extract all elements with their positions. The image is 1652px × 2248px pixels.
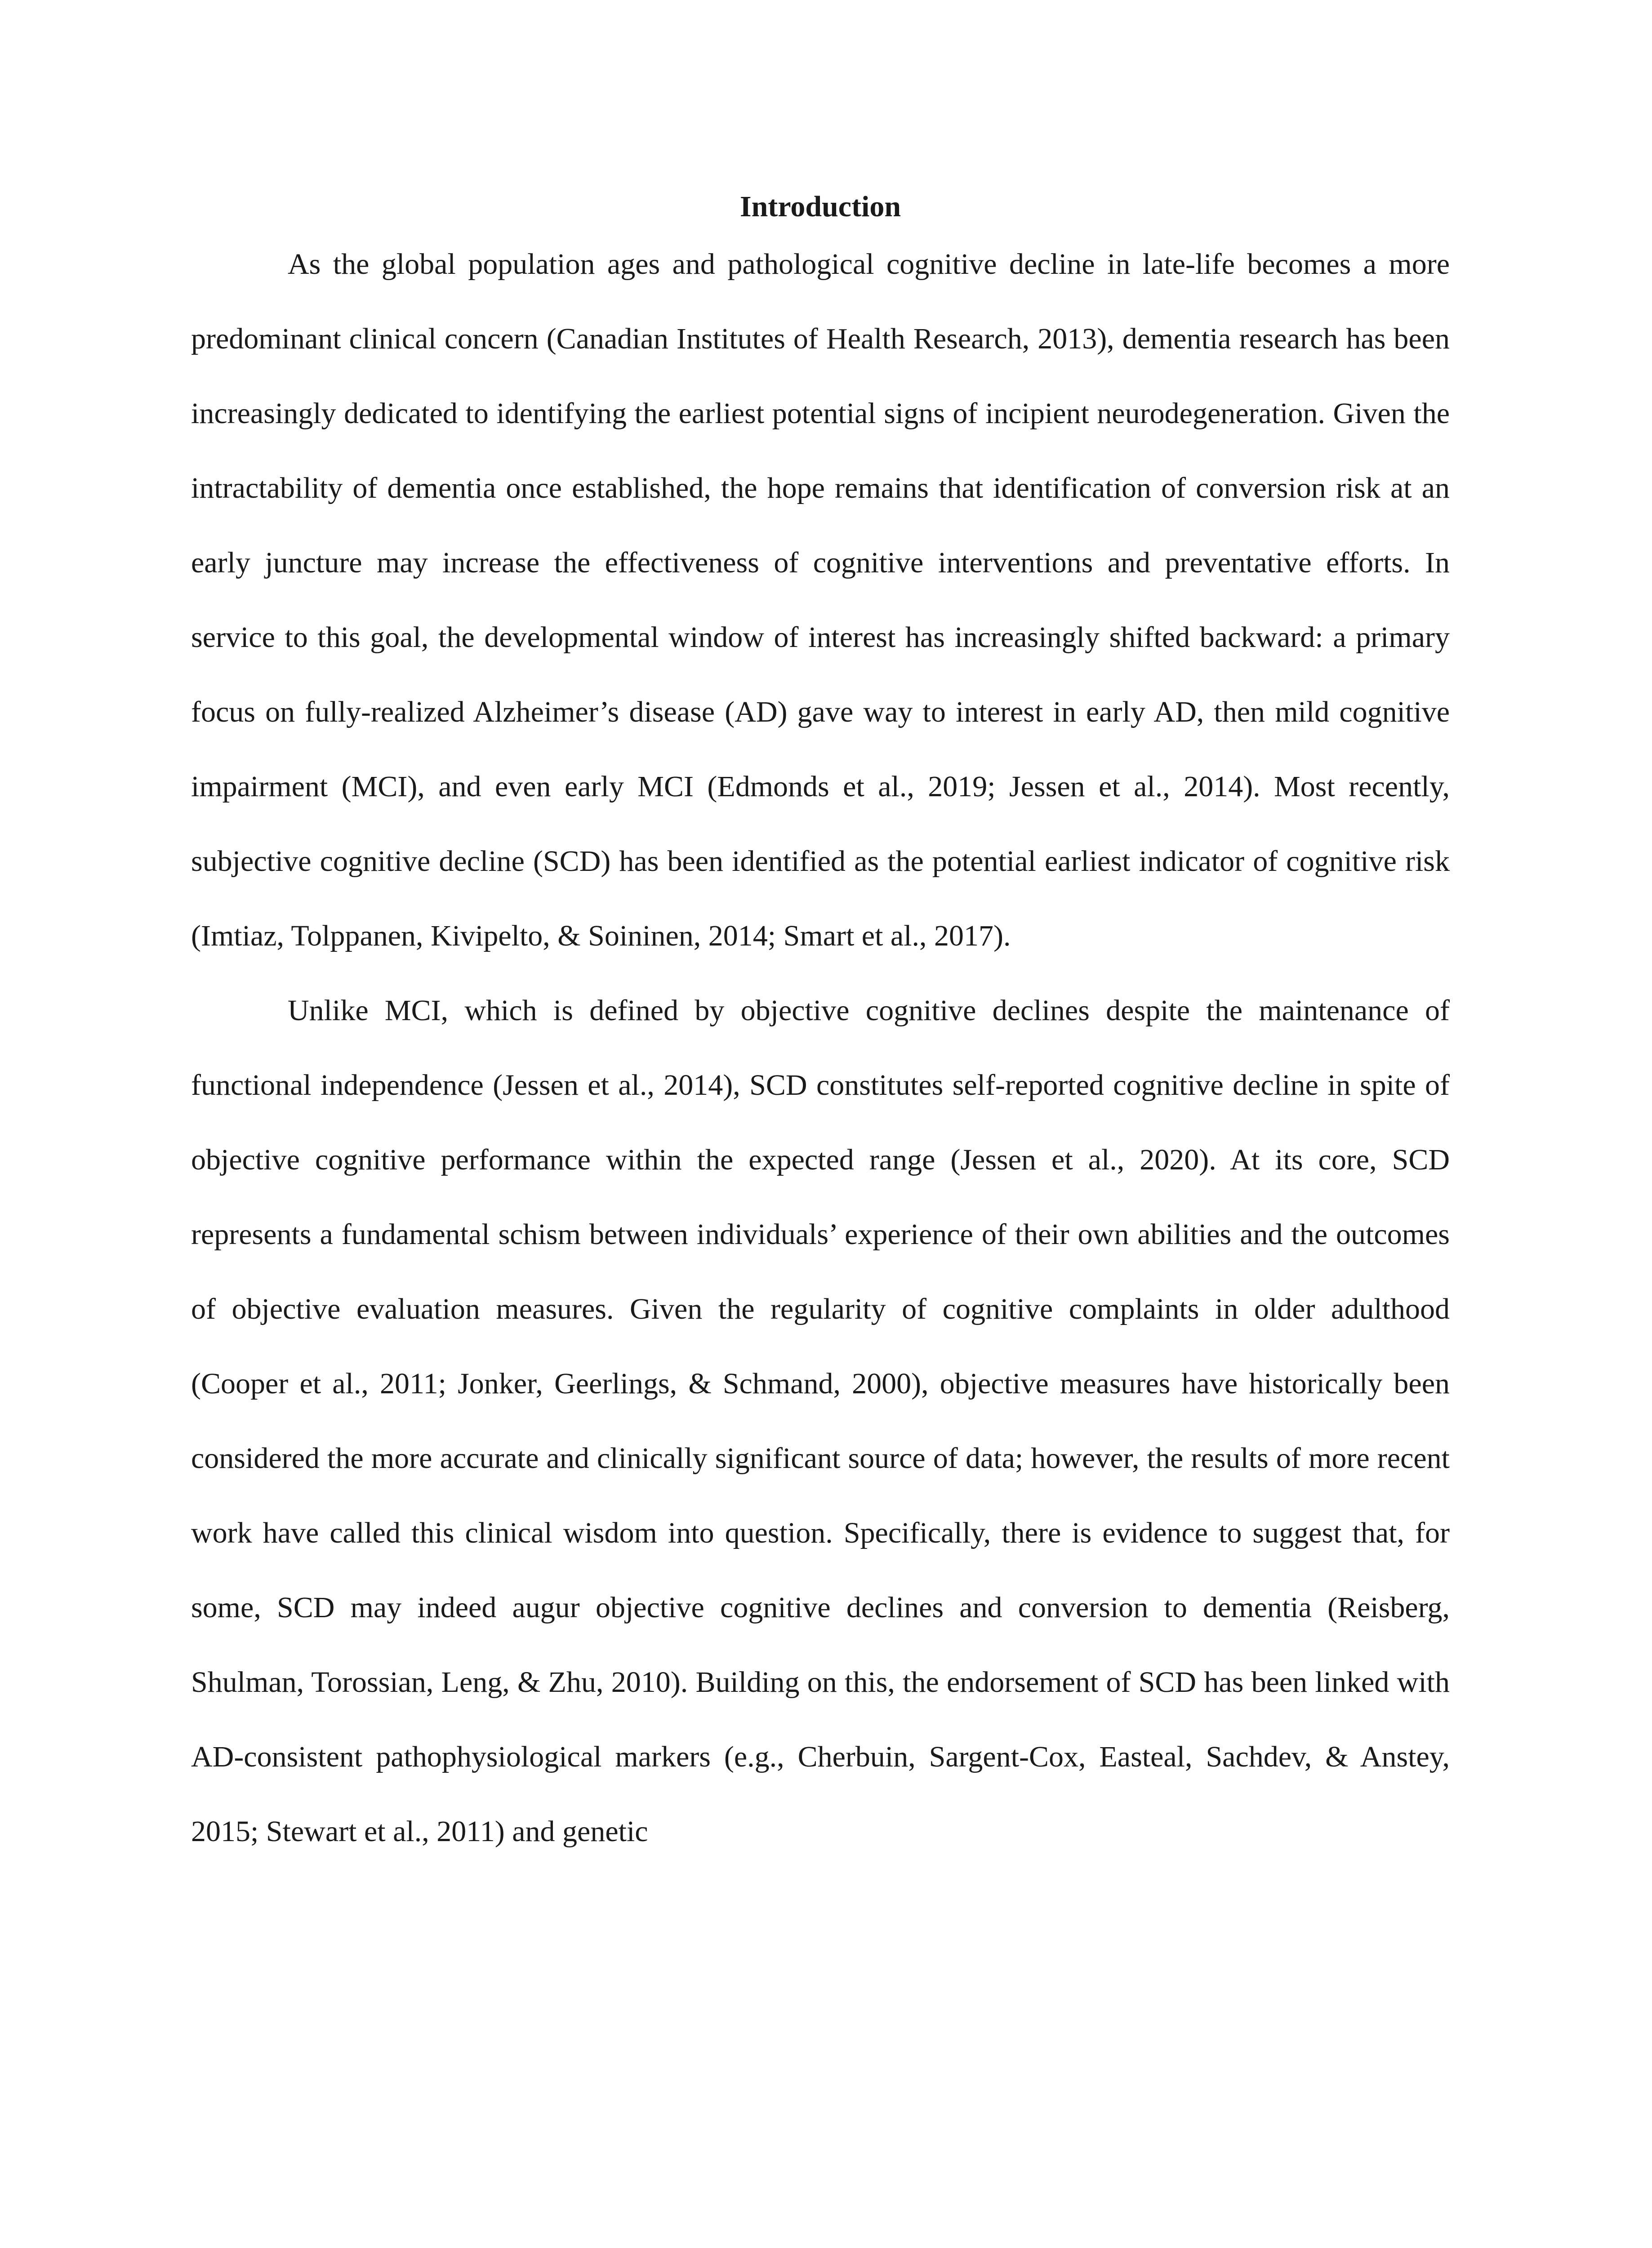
body-paragraph: Unlike MCI, which is defined by objective cognitive declines despite the maintenance of functional independence (Jessen et al., 2014), SCD constitutes self-reported cognitive decline in spite of objective cognitive performance within the expected range (Jessen et al., 2020). At its core, SCD represents a fundamental schism between individuals’ experience of their own abilities and the outcomes of objective evaluation measures. Given the regularity of cognitive complaints in older adulthood (Cooper et al., 2011; Jonker, Geerlings, & Schmand, 2000), objective measures have historically been considered the more accurate and clinically significant source of data; however, the results of more recent work have called this clinical wisdom into question. Specifically, there is evidence to suggest that, for some, SCD may indeed augur objective cognitive declines and conversion to dementia (Reisberg, Shulman, Torossian, Leng, & Zhu, 2010). Building on this, the endorsement of SCD has been linked with AD-consistent pathophysiological markers (e.g., Cherbuin, Sargent-Cox, Easteal, Sachdev, & Anstey, 2015; Stewart et al., 2011) and genetic [191, 994, 1450, 1848]
body-paragraph: As the global population ages and pathological cognitive decline in late-life becomes a more predominant clinical concern (Canadian Institutes of Health Research, 2013), dementia research has been increasingly dedicated to identifying the earliest potential signs of incipient neurodegeneration. Given the intractability of dementia once established, the hope remains that identification of conversion risk at an early juncture may increase the effectiveness of cognitive interventions and preventative efforts. In service to this goal, the developmental window of interest has increasingly shifted backward: a primary focus on fully-realized Alzheimer’s disease (AD) gave way to interest in early AD, then mild cognitive impairment (MCI), and even early MCI (Edmonds et al., 2019; Jessen et al., 2014). Most recently, subjective cognitive decline (SCD) has been identified as the potential earliest indicator of cognitive risk (Imtiaz, Tolppanen, Kivipelto, & Soininen, 2014; Smart et al., 2017). [191, 248, 1450, 952]
section-heading: Introduction [739, 190, 901, 223]
page-body [191, 189, 1450, 1869]
